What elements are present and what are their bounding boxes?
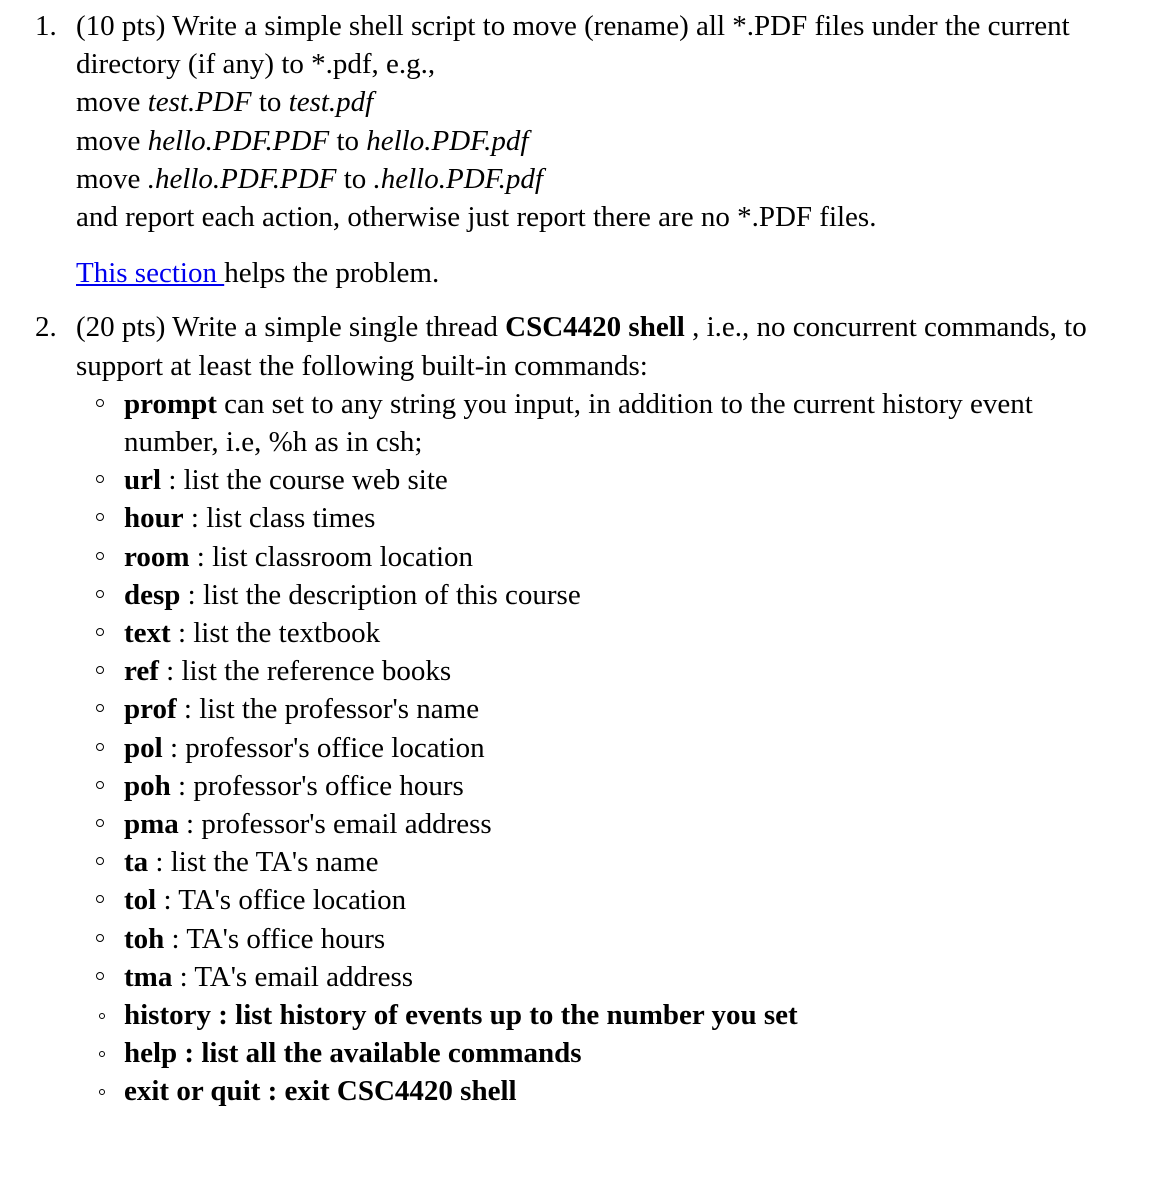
command-name: prof [124, 693, 177, 726]
command-desc: : list the description of this course [180, 578, 581, 611]
list-item [76, 729, 1160, 767]
circle-bullet-icon [96, 819, 104, 827]
example-to: .hello.PDF.pdf [373, 162, 543, 195]
list-item [76, 843, 1160, 881]
circle-bullet-icon [96, 475, 104, 483]
circle-bullet-icon [96, 666, 104, 674]
list-item [76, 690, 1160, 728]
list-item [76, 576, 1160, 614]
circle-bullet-icon [99, 1051, 105, 1057]
problem-1-line-1: (10 pts) Write a simple shell script to move (rename) all *.PDF files under the current [76, 10, 1070, 42]
list-item [76, 1072, 1160, 1110]
paragraph-gap [76, 236, 1160, 254]
command-desc: : professor's office hours [170, 769, 464, 802]
example-verb: move [76, 162, 148, 195]
list-item [76, 996, 1160, 1034]
example-to: hello.PDF.pdf [366, 124, 529, 157]
problem-1 [0, 7, 1160, 292]
command-line [124, 499, 1160, 537]
command-name: pma [124, 808, 179, 841]
list-item [76, 499, 1160, 537]
command-desc: : TA's office location [156, 884, 407, 917]
command-line [124, 767, 1160, 805]
command-name: pol [124, 731, 163, 764]
list-item [76, 767, 1160, 805]
circle-bullet-icon [96, 628, 104, 636]
bold-command-line: history : list history of events up to the number you set [124, 999, 798, 1032]
circle-bullet-icon [96, 857, 104, 865]
command-line [124, 843, 1160, 881]
command-name: prompt [124, 387, 217, 420]
list-item [76, 958, 1160, 996]
list-item [76, 614, 1160, 652]
circle-bullet-icon [96, 972, 104, 980]
command-name: url [124, 464, 162, 497]
command-line [124, 958, 1160, 996]
example-from: hello.PDF.PDF [147, 124, 330, 157]
this-section-link[interactable]: This section [76, 257, 225, 290]
example-line-2 [76, 122, 1160, 160]
command-name: tol [124, 884, 157, 917]
prompt-line-2: number, i.e, %h as in csh; [124, 426, 423, 459]
command-desc: : list classroom location [189, 540, 474, 573]
command-line [124, 805, 1160, 843]
problem-list [0, 7, 1160, 1111]
list-item [76, 1034, 1160, 1072]
example-from: .hello.PDF.PDF [147, 162, 337, 195]
circle-bullet-icon [96, 781, 104, 789]
list-item [76, 652, 1160, 690]
command-desc: : list the reference books [158, 655, 452, 688]
command-name: text [124, 617, 171, 650]
circle-bullet-icon [99, 1089, 105, 1095]
command-name: ta [124, 846, 149, 879]
command-line [124, 538, 1160, 576]
bold-command-line: exit or quit : exit CSC4420 shell [124, 1075, 517, 1108]
help-link-tail: helps the problem. [224, 257, 440, 290]
bold-command-line: help : list all the available commands [124, 1037, 582, 1070]
example-from: test.PDF [147, 86, 252, 119]
command-desc: : list the TA's name [148, 846, 379, 879]
list-item [76, 920, 1160, 958]
example-to: test.pdf [288, 86, 374, 119]
command-name: desp [124, 578, 181, 611]
problem-2-number: 2. [35, 311, 57, 344]
command-line [124, 881, 1160, 919]
command-name: tma [124, 960, 173, 993]
command-line [124, 920, 1160, 958]
command-desc: : professor's office location [162, 731, 485, 764]
circle-bullet-icon [96, 552, 104, 560]
circle-bullet-icon [96, 513, 104, 521]
example-to-word: to [251, 86, 289, 119]
circle-bullet-icon [99, 1013, 105, 1019]
problem-1-line-2: directory (if any) to *.pdf, e.g., [76, 48, 436, 81]
intro-post: , i.e., no concurrent commands, to [684, 311, 1087, 344]
command-desc: : list the professor's name [176, 693, 480, 726]
prompt-line-1 [124, 385, 1160, 423]
circle-bullet-icon [96, 895, 104, 903]
command-name: poh [124, 769, 171, 802]
problem-2 [0, 308, 1160, 1110]
command-name: hour [124, 502, 184, 535]
command-desc: : list the course web site [161, 464, 448, 497]
example-verb: move [76, 124, 148, 157]
circle-bullet-icon [96, 934, 104, 942]
example-to-word: to [336, 162, 374, 195]
list-item-prompt [76, 385, 1160, 461]
command-line [124, 690, 1160, 728]
command-name: toh [124, 922, 165, 955]
circle-bullet-icon [96, 743, 104, 751]
command-desc: : TA's office hours [164, 922, 386, 955]
command-line [124, 461, 1160, 499]
example-verb: move [76, 86, 148, 119]
list-item [76, 805, 1160, 843]
command-desc: can set to any string you input, in addition to the current history event [216, 387, 1033, 420]
command-name: room [124, 540, 190, 573]
command-desc: : list the textbook [170, 617, 381, 650]
problem-2-line-1 [76, 308, 1160, 346]
example-to-word: to [329, 124, 367, 157]
problem-2-line-2: support at least the following built-in commands: [76, 349, 648, 382]
example-line-1 [76, 83, 1160, 121]
example-line-3 [76, 160, 1160, 198]
intro-pre: (20 pts) Write a simple single thread [76, 311, 506, 344]
list-item [76, 461, 1160, 499]
circle-bullet-icon [96, 590, 104, 598]
command-name: ref [124, 655, 159, 688]
command-desc: : professor's email address [178, 808, 492, 841]
circle-bullet-icon [96, 704, 104, 712]
problem-1-report: and report each action, otherwise just report there are no *.PDF files. [76, 201, 877, 234]
intro-bold: CSC4420 shell [505, 311, 685, 344]
help-link-line [76, 254, 1160, 292]
command-line [124, 576, 1160, 614]
command-list [76, 385, 1160, 461]
problem-1-number: 1. [35, 10, 57, 42]
circle-bullet-icon [96, 399, 104, 407]
list-item [76, 538, 1160, 576]
list-item [76, 881, 1160, 919]
command-desc: : TA's email address [172, 960, 414, 993]
command-line [124, 614, 1160, 652]
command-line [124, 652, 1160, 690]
command-line [124, 729, 1160, 767]
command-list-rest [76, 461, 1160, 1110]
command-desc: : list class times [183, 502, 376, 535]
